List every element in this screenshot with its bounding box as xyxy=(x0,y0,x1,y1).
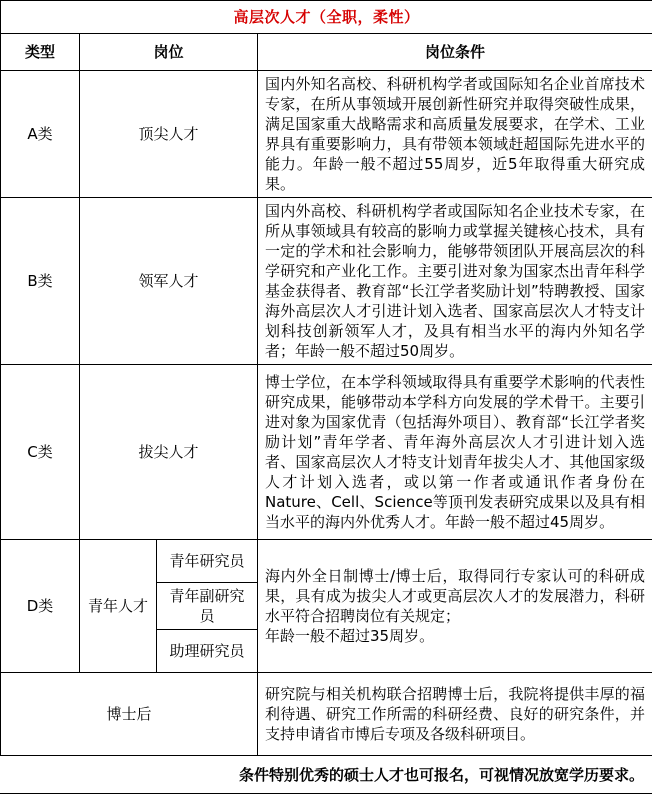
col-header-position: 岗位 xyxy=(80,34,258,71)
type-c-requirements: 博士学位，在本学科领域取得具有重要学术影响的代表性研究成果，能够带动本学科方向发展的学术骨干。主要引进对象为国家优青（包括海外项目）、教育部“长江学者奖励计划”青年学者、青年海外高层次人才引进计划入选者、国家高层次人才特支计划青年拔尖人才、其他国家级人才计划入选者，或以第一作者或通讯作者身份在Nature、Cell、Science等顶刊发表研究成果以及具有相当水平的海内外优秀人才。年龄一般不超过45周岁。 xyxy=(258,365,652,540)
col-header-requirements: 岗位条件 xyxy=(258,34,652,71)
table-row-postdoc xyxy=(1,673,652,756)
bottom-margin xyxy=(0,794,652,801)
col-header-type: 类型 xyxy=(1,34,80,71)
table-row-d xyxy=(1,540,652,583)
type-b-position: 领军人才 xyxy=(80,198,258,365)
page-title: 高层次人才（全职，柔性） xyxy=(1,1,652,34)
type-b-label: B类 xyxy=(1,198,80,365)
sub-position-young-associate-researcher: 青年副研究员 xyxy=(157,583,258,630)
header-row xyxy=(1,34,652,71)
type-d-requirements-p1: 海内外全日制博士/博士后，取得同行专家认可的科研成果，具有成为拔尖人才或更高层次人才的发展潜力，科研水平符合招聘岗位有关规定； xyxy=(265,566,645,626)
type-c-position: 拔尖人才 xyxy=(80,365,258,540)
type-d-requirements xyxy=(258,540,652,673)
type-a-label: A类 xyxy=(1,71,80,198)
type-a-requirements: 国内外知名高校、科研机构学者或国际知名企业首席技术专家，在所从事领域开展创新性研究并取得突破性成果，满足国家重大战略需求和高质量发展要求，在学术、工业界具有重要影响力，具有带领本领域赶超国际先进水平的能力。年龄一般不超过55周岁，近5年取得重大研究成果。 xyxy=(258,71,652,198)
table-row-a xyxy=(1,71,652,198)
type-c-label: C类 xyxy=(1,365,80,540)
type-a-position: 顶尖人才 xyxy=(80,71,258,198)
type-b-requirements: 国内外高校、科研机构学者或国际知名企业技术专家，在所从事领域具有较高的影响力或掌握关键核心技术，具有一定的学术和社会影响力，能够带领团队开展高层次的科学研究和产业化工作。主要引进对象为国家杰出青年科学基金获得者、教育部“长江学者奖励计划”特聘教授、国家海外高层次人才引进计划入选者、国家高层次人才特支计划科技创新领军人才，及具有相当水平的海内外知名学者；年龄一般不超过50周岁。 xyxy=(258,198,652,365)
title-row xyxy=(1,1,652,34)
table-row-c xyxy=(1,365,652,540)
type-d-label: D类 xyxy=(1,540,80,673)
type-d-position-group: 青年人才 xyxy=(80,540,157,673)
postdoc-requirements: 研究院与相关机构联合招聘博士后，我院将提供丰厚的福利待遇、研究工作所需的科研经费、良好的研究条件，并支持申请省市博后专项及各级科研项目。 xyxy=(258,673,652,756)
sub-position-assistant-researcher: 助理研究员 xyxy=(157,630,258,673)
postdoc-label: 博士后 xyxy=(1,673,258,756)
type-d-requirements-p2: 年龄一般不超过35周岁。 xyxy=(265,626,645,646)
table-row-b xyxy=(1,198,652,365)
footer-note: 条件特别优秀的硕士人才也可报名，可视情况放宽学历要求。 xyxy=(0,756,652,794)
sub-position-young-researcher: 青年研究员 xyxy=(157,540,258,583)
